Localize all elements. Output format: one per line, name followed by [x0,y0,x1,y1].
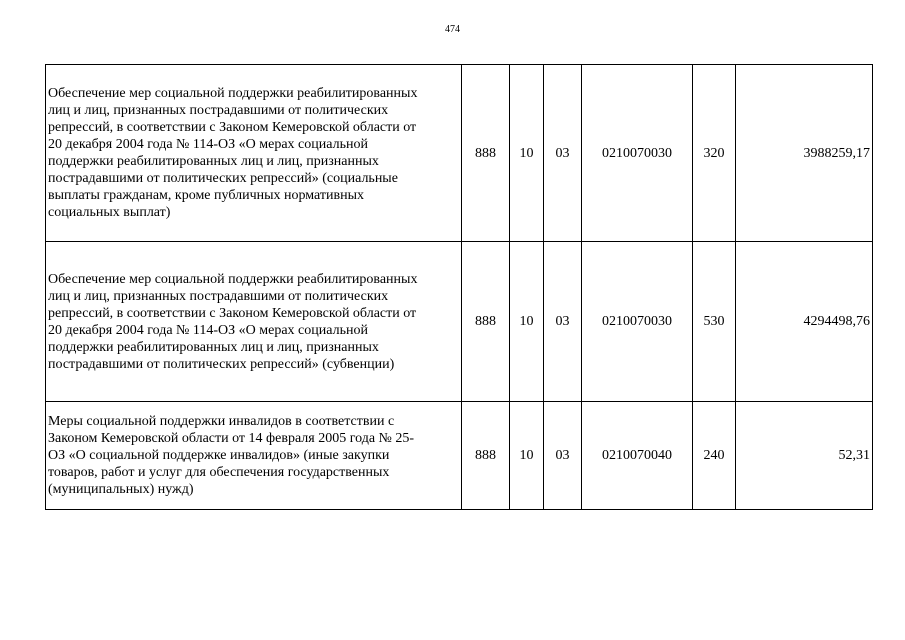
expense-type-cell: 320 [693,65,736,242]
description-line: ОЗ «О социальной поддержке инвалидов» (иные закупки [48,448,390,463]
description-line: поддержки реабилитированных лиц и лиц, признанных [48,339,379,355]
description-line: пострадавшими от политических репрессий» (социальные [48,171,398,186]
ministry-code-cell: 888 [462,65,510,242]
page-number: 474 [445,24,460,35]
section-code-cell: 10 [510,402,544,510]
table-row [46,402,873,510]
ministry-code-cell: 888 [462,242,510,402]
subsection-code-cell: 03 [544,65,582,242]
target-article-cell: 0210070030 [582,242,693,402]
table-row [46,65,873,242]
description-line: социальных выплат) [48,205,171,220]
description-line: (муниципальных) нужд) [48,482,194,497]
description-line: пострадавшими от политических репрессий» (субвенции) [48,356,395,372]
description-line: Обеспечение мер социальной поддержки реабилитированных [48,271,418,287]
ministry-code-cell: 888 [462,402,510,510]
expense-type-cell: 240 [693,402,736,510]
expense-type-cell: 530 [693,242,736,402]
description-line: 20 декабря 2004 года № 114-ОЗ «О мерах социальной [48,322,368,338]
description-line: товаров, работ и услуг для обеспечения государственных [48,465,390,480]
expense-description-cell [46,65,462,242]
subsection-code-cell: 03 [544,242,582,402]
subsection-code-cell: 03 [544,402,582,510]
description-line: лиц и лиц, признанных пострадавшими от политических [48,288,389,304]
section-code-cell: 10 [510,242,544,402]
table-row [46,242,873,402]
expense-description-cell [46,402,462,510]
description-line: лиц и лиц, признанных пострадавшими от политических [48,103,389,118]
description-line: Законом Кемеровской области от 14 февраля 2005 года № 25- [48,431,415,446]
amount-cell: 4294498,76 [736,242,873,402]
amount-cell: 3988259,17 [736,65,873,242]
section-code-cell: 10 [510,65,544,242]
description-line: Меры социальной поддержки инвалидов в соответствии с [48,414,395,429]
description-line: поддержки реабилитированных лиц и лиц, признанных [48,154,379,169]
expense-description-cell [46,242,462,402]
amount-cell: 52,31 [736,402,873,510]
description-line: репрессий, в соответствии с Законом Кемеровской области от [48,305,417,321]
target-article-cell: 0210070040 [582,402,693,510]
budget-table [45,64,873,510]
description-line: 20 декабря 2004 года № 114-ОЗ «О мерах социальной [48,137,368,152]
target-article-cell: 0210070030 [582,65,693,242]
description-line: выплаты гражданам, кроме публичных нормативных [48,188,365,203]
description-line: Обеспечение мер социальной поддержки реабилитированных [48,86,418,101]
description-line: репрессий, в соответствии с Законом Кемеровской области от [48,120,417,135]
